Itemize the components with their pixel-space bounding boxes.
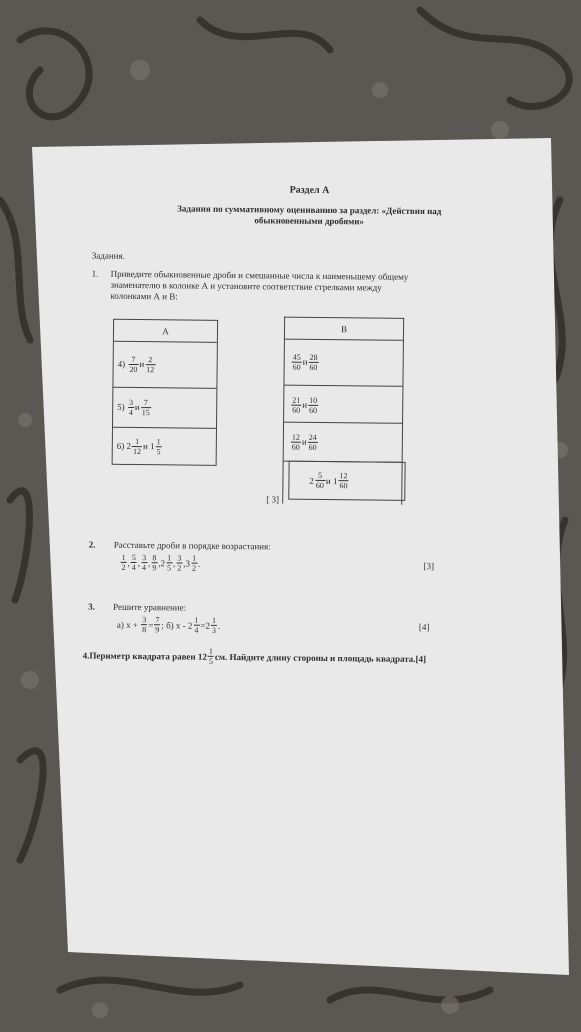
fraction: $\frac{24}{60}$: [308, 432, 317, 452]
task2-mark: [3]: [423, 561, 435, 572]
task2-text: Расставьте дроби в порядке возрастания:: [113, 539, 271, 552]
section-title: Раздел А: [289, 184, 330, 197]
task3-text: Решите уравнение:: [113, 601, 187, 613]
task4-line: 4.Периметр квадрата равен 12 $\frac{1}{5}$ см. Найдите длину стороны и площадь квадрата. [4]: [82, 646, 427, 666]
task1-line-2: знаменателю в колонке А и установите соответствие стрелками между: [110, 279, 382, 293]
table-a-header: A: [162, 325, 169, 336]
fraction: $\frac{1}{5}$: [166, 553, 172, 573]
task3-equations: а) x + $\frac{3}{8}$ = $\frac{7}{9}$ ; б) x - 2 $\frac{1}{4}$ = 2 $\frac{1}{3}$ .: [116, 615, 221, 635]
fraction: $\frac{7}{15}$: [141, 397, 150, 417]
task1-mark: [ 3]: [266, 494, 280, 505]
fraction: $\frac{1}{5}$: [156, 436, 161, 456]
task3-number: 3.: [88, 601, 95, 612]
fraction: $\frac{7}{20}$: [129, 354, 138, 374]
title-line-2: обыкновенными дробями»: [254, 215, 364, 227]
table-a-row: 5) $\frac{3}{4}$ и $\frac{7}{15}$: [117, 397, 150, 417]
fraction: $\frac{5}{4}$: [131, 552, 136, 573]
fraction: $\frac{1}{5}$: [208, 646, 213, 666]
fraction: $\frac{1}{2}$: [191, 553, 197, 573]
table-a-row: 4) $\frac{7}{20}$ и $\frac{2}{12}$: [117, 354, 155, 374]
fraction: $\frac{1}{3}$: [211, 615, 217, 635]
fraction: $\frac{1}{12}$: [132, 436, 142, 456]
task2-number: 2.: [88, 539, 96, 550]
fraction: $\frac{2}{12}$: [146, 354, 155, 374]
title-line-1: Задания по суммативному оцениванию за раздел: «Действия над: [177, 203, 442, 217]
fraction: $\frac{12}{60}$: [291, 432, 300, 452]
task1-line-1: Приведите обыкновенные дроби и смешанные числа к наименьшему общему: [110, 268, 409, 282]
table-b-row: $\frac{45}{60}$ и $\frac{28}{60}$: [292, 352, 318, 372]
table-b-last-cell: [288, 461, 405, 501]
fraction: $\frac{1}{4}$: [194, 615, 199, 635]
fraction: $\frac{3}{8}$: [142, 615, 147, 635]
fraction: $\frac{12}{60}$: [339, 471, 348, 491]
task2-fraction-list: $\frac{1}{2}$ , $\frac{5}{4}$ , $\frac{3}{4}$ , $\frac{8}{9}$ , 2 $\frac{1}{5}$ , $\frac{3}{2}$ , 3 $\frac{1}{2}$ .: [121, 552, 201, 573]
fraction: $\frac{3}{2}$: [177, 553, 182, 573]
fraction: $\frac{7}{9}$: [155, 615, 160, 635]
fraction: $\frac{3}{4}$: [128, 397, 134, 417]
table-a-row: 6) 2 $\frac{1}{12}$ и 1 $\frac{1}{5}$: [116, 436, 161, 456]
fraction: $\frac{5}{60}$: [315, 470, 324, 490]
fraction: $\frac{10}{60}$: [308, 395, 318, 415]
fraction: $\frac{45}{60}$: [292, 352, 301, 372]
fraction: $\frac{3}{4}$: [141, 553, 147, 573]
fraction: $\frac{8}{9}$: [152, 553, 157, 573]
task1-line-3: колонками А и В:: [110, 290, 178, 302]
fraction: $\frac{21}{60}$: [292, 395, 301, 415]
table-b-header: B: [340, 323, 348, 334]
fraction: $\frac{28}{60}$: [309, 352, 318, 372]
table-a: [112, 319, 219, 466]
table-b-row: 2 $\frac{5}{60}$ и 1 $\frac{12}{60}$: [309, 470, 348, 491]
intro-text: Задания.: [91, 250, 125, 261]
worksheet: [31, 140, 560, 965]
task3-mark: [4]: [418, 621, 430, 633]
table-b-row: $\frac{12}{60}$ и $\frac{24}{60}$: [291, 432, 317, 452]
task1-number: 1.: [91, 268, 99, 279]
table-b-row: $\frac{21}{60}$ и $\frac{10}{60}$: [292, 395, 318, 415]
fraction: $\frac{1}{2}$: [121, 552, 126, 572]
